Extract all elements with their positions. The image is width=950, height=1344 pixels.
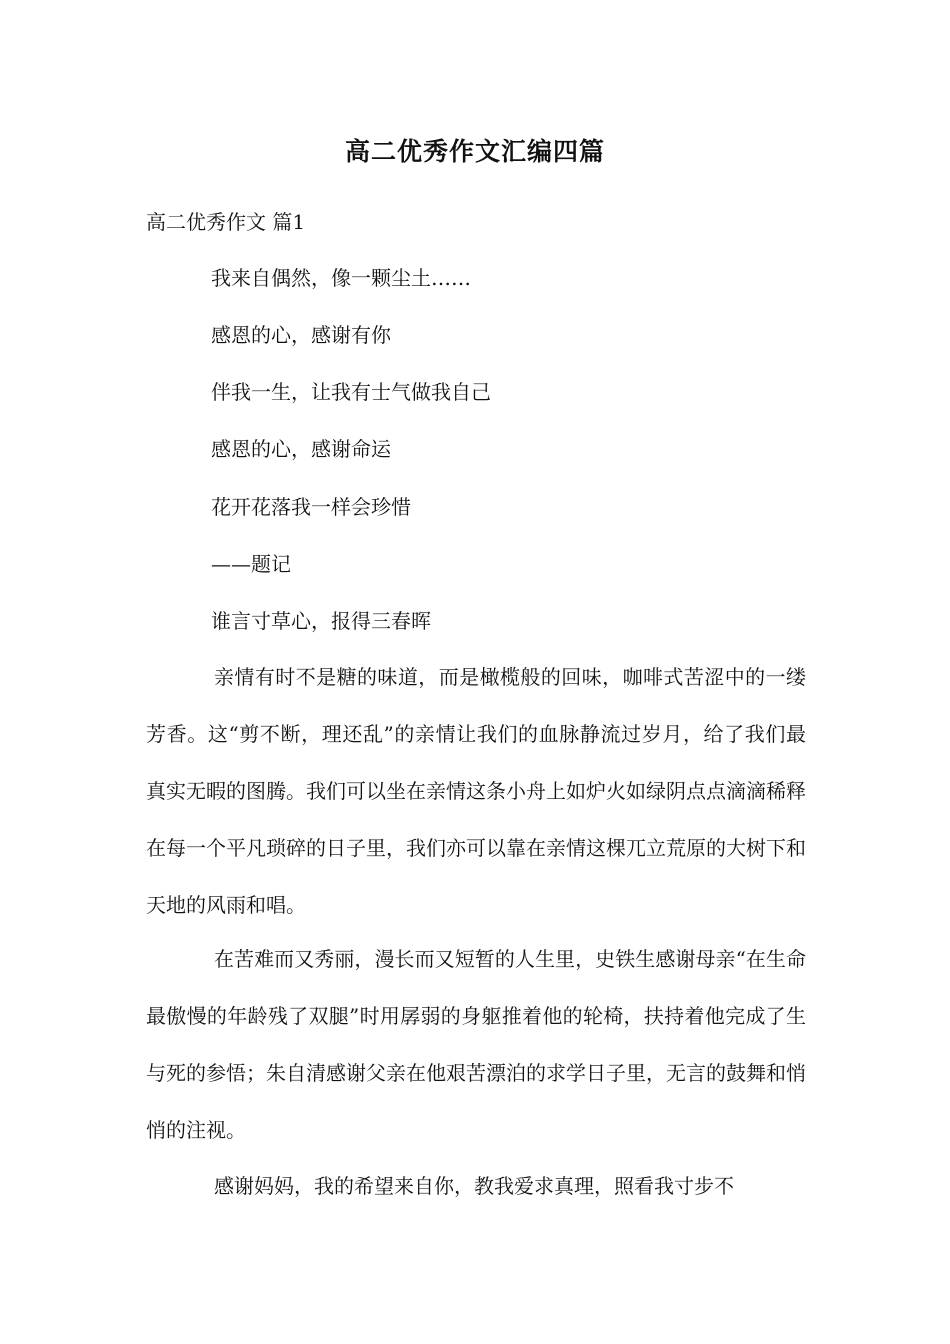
epigraph-attribution: ——题记 [211, 552, 291, 576]
poem-line-2: 感恩的心，感谢有你 [211, 323, 391, 347]
document-title: 高二优秀作文汇编四篇 [344, 137, 605, 166]
poem-line-1: 我来自偶然，像一颗尘土…… [211, 266, 471, 290]
section-heading: 高二优秀作文 篇1 [146, 210, 306, 234]
paragraph-3: 感谢妈妈，我的希望来自你，教我爱求真理，照看我寸步不 [214, 1174, 734, 1198]
poem-line-3: 伴我一生，让我有士气做我自己 [211, 380, 491, 404]
poem-line-5: 花开花落我一样会珍惜 [211, 495, 411, 519]
poem-line-7: 谁言寸草心，报得三春晖 [211, 609, 431, 633]
paragraph-2: 在苦难而又秀丽，漫长而又短暂的人生里，史铁生感谢母亲“在生命最傲慢的年龄残了双腿”时用孱弱的身躯推着他的轮椅，扶持着他完成了生与死的参悟；朱自清感谢父亲在他艰苦漂泊的求学日子里，无言的鼓舞和悄悄的注视。 [146, 947, 806, 1142]
paragraph-1: 亲情有时不是糖的味道，而是橄榄般的回味，咖啡式苦涩中的一缕芳香。这“剪不断，理还乱”的亲情让我们的血脉静流过岁月，给了我们最真实无暇的图腾。我们可以坐在亲情这条小舟上如炉火如绿阴点点滴滴稀释在每一个平凡琐碎的日子里，我们亦可以靠在亲情这棵兀立荒原的大树下和天地的风雨和唱。 [146, 665, 806, 917]
poem-line-4: 感恩的心，感谢命运 [211, 437, 391, 461]
